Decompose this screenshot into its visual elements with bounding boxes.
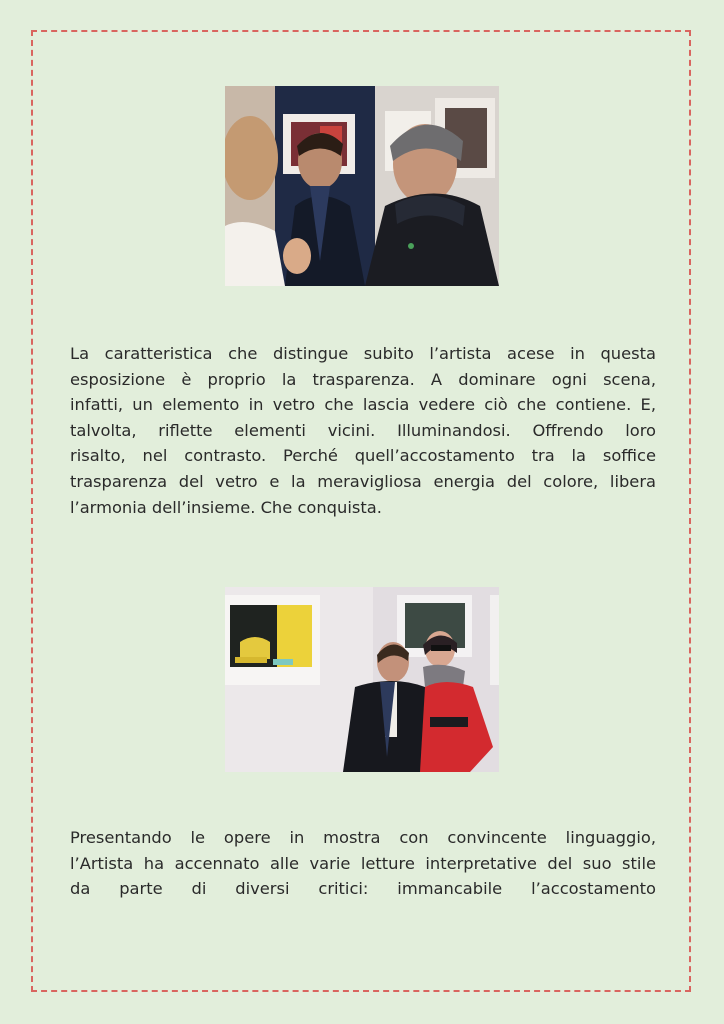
text-line: infatti, un elemento in vetro che lascia vedere ciò che contiene. E, [70,395,656,415]
paragraph-transparency [70,341,656,520]
text-line: talvolta, riflette elementi vicini. Illuminandosi. Offrendo loro [70,420,656,440]
text-line: risalto, nel contrasto. Perché quell’accostamento tra la soffice [70,446,656,466]
text-line: da parte di diversi critici: immancabile l’accostamento [70,879,656,899]
text-line: La caratteristica che distingue subito l’artista acese in questa [70,344,656,363]
artist-conversation-photo [225,86,499,286]
text-line: Presentando le opere in mostra con convincente linguaggio, [70,828,656,847]
text-line: l’armonia dell’insieme. Che conquista. [70,497,382,517]
artist-with-guest-photo [225,587,499,772]
paragraph-presentation [70,825,656,902]
text-line: esposizione è proprio la trasparenza. A dominare ogni scena, [70,369,656,389]
text-line: trasparenza del vetro e la meravigliosa energia del colore, libera [70,471,656,491]
text-line: l’Artista ha accennato alle varie letture interpretative del suo stile [70,853,656,873]
